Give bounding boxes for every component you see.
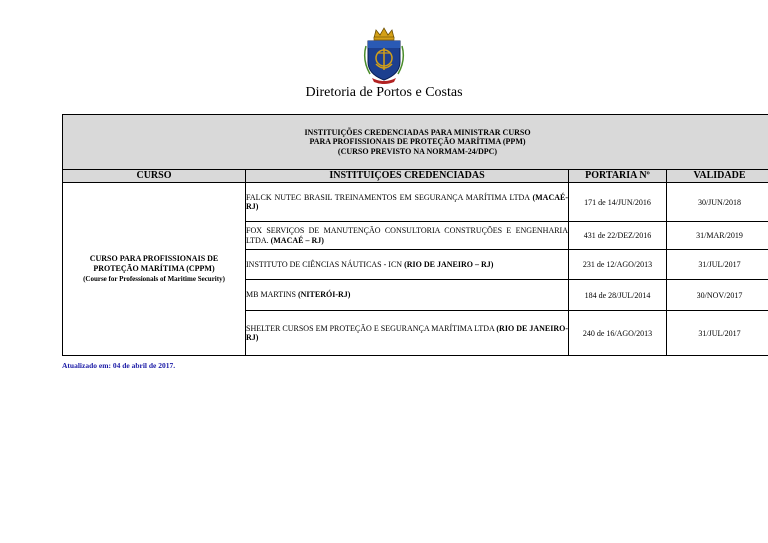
institution-cell: FALCK NUTEC BRASIL TREINAMENTOS EM SEGURANÇA MARÍTIMA LTDA (MACAÉ-RJ) <box>246 183 569 222</box>
course-cell <box>63 183 246 356</box>
portaria-cell: 171 de 14/JUN/2016 <box>569 183 667 222</box>
institution-cell: SHELTER CURSOS EM PROTEÇÃO E SEGURANÇA MARÍTIMA LTDA (RIO DE JANEIRO-RJ) <box>246 311 569 356</box>
column-header-curso: CURSO <box>63 170 246 183</box>
course-name-line1: CURSO PARA PROFISSIONAIS DE <box>89 254 219 263</box>
course-english-name: (Course for Professionals of Maritime Security) <box>83 275 225 283</box>
table-title-line3: (CURSO PREVISTO NA NORMAM-24/DPC) <box>337 146 498 156</box>
column-header-instituicoes: INSTITUIÇOES CREDENCIADAS <box>246 170 569 183</box>
validade-cell: 30/JUN/2018 <box>667 183 768 222</box>
portaria-cell: 184 de 28/JUL/2014 <box>569 280 667 311</box>
validade-cell: 30/NOV/2017 <box>667 280 768 311</box>
table-title-line1: INSTITUIÇÕES CREDENCIADAS PARA MINISTRAR CURSO <box>304 127 531 137</box>
column-header-validade: VALIDADE <box>667 170 768 183</box>
table-title <box>63 115 768 170</box>
institution-cell: INSTITUTO DE CIÊNCIAS NÁUTICAS - ICN (RIO DE JANEIRO – RJ) <box>246 250 569 280</box>
column-header-portaria: PORTARIA Nº <box>569 170 667 183</box>
table-title-line2: PARA PROFISSIONAIS DE PROTEÇÃO MARÍTIMA (PPM) <box>309 137 526 147</box>
institution-cell: FOX SERVIÇOS DE MANUTENÇÃO CONSULTORIA CONSTRUÇÕES E ENGENHARIA LTDA. (MACAÉ – RJ) <box>246 222 569 250</box>
validade-cell: 31/MAR/2019 <box>667 222 768 250</box>
portaria-cell: 240 de 16/AGO/2013 <box>569 311 667 356</box>
organization-title: Diretoria de Portos e Costas <box>305 85 463 100</box>
validade-cell: 31/JUL/2017 <box>667 250 768 280</box>
course-name-line2: PROTEÇÃO MARÍTIMA (CPPM) <box>93 264 215 273</box>
navy-emblem-icon <box>362 26 406 84</box>
last-updated-note: Atualizado em: 04 de abril de 2017. <box>62 361 176 370</box>
validade-cell: 31/JUL/2017 <box>667 311 768 356</box>
accredited-institutions-table <box>62 114 768 356</box>
portaria-cell: 231 de 12/AGO/2013 <box>569 250 667 280</box>
institution-cell: MB MARTINS (NITERÓI-RJ) <box>246 280 569 311</box>
portaria-cell: 431 de 22/DEZ/2016 <box>569 222 667 250</box>
table-row <box>63 183 768 222</box>
